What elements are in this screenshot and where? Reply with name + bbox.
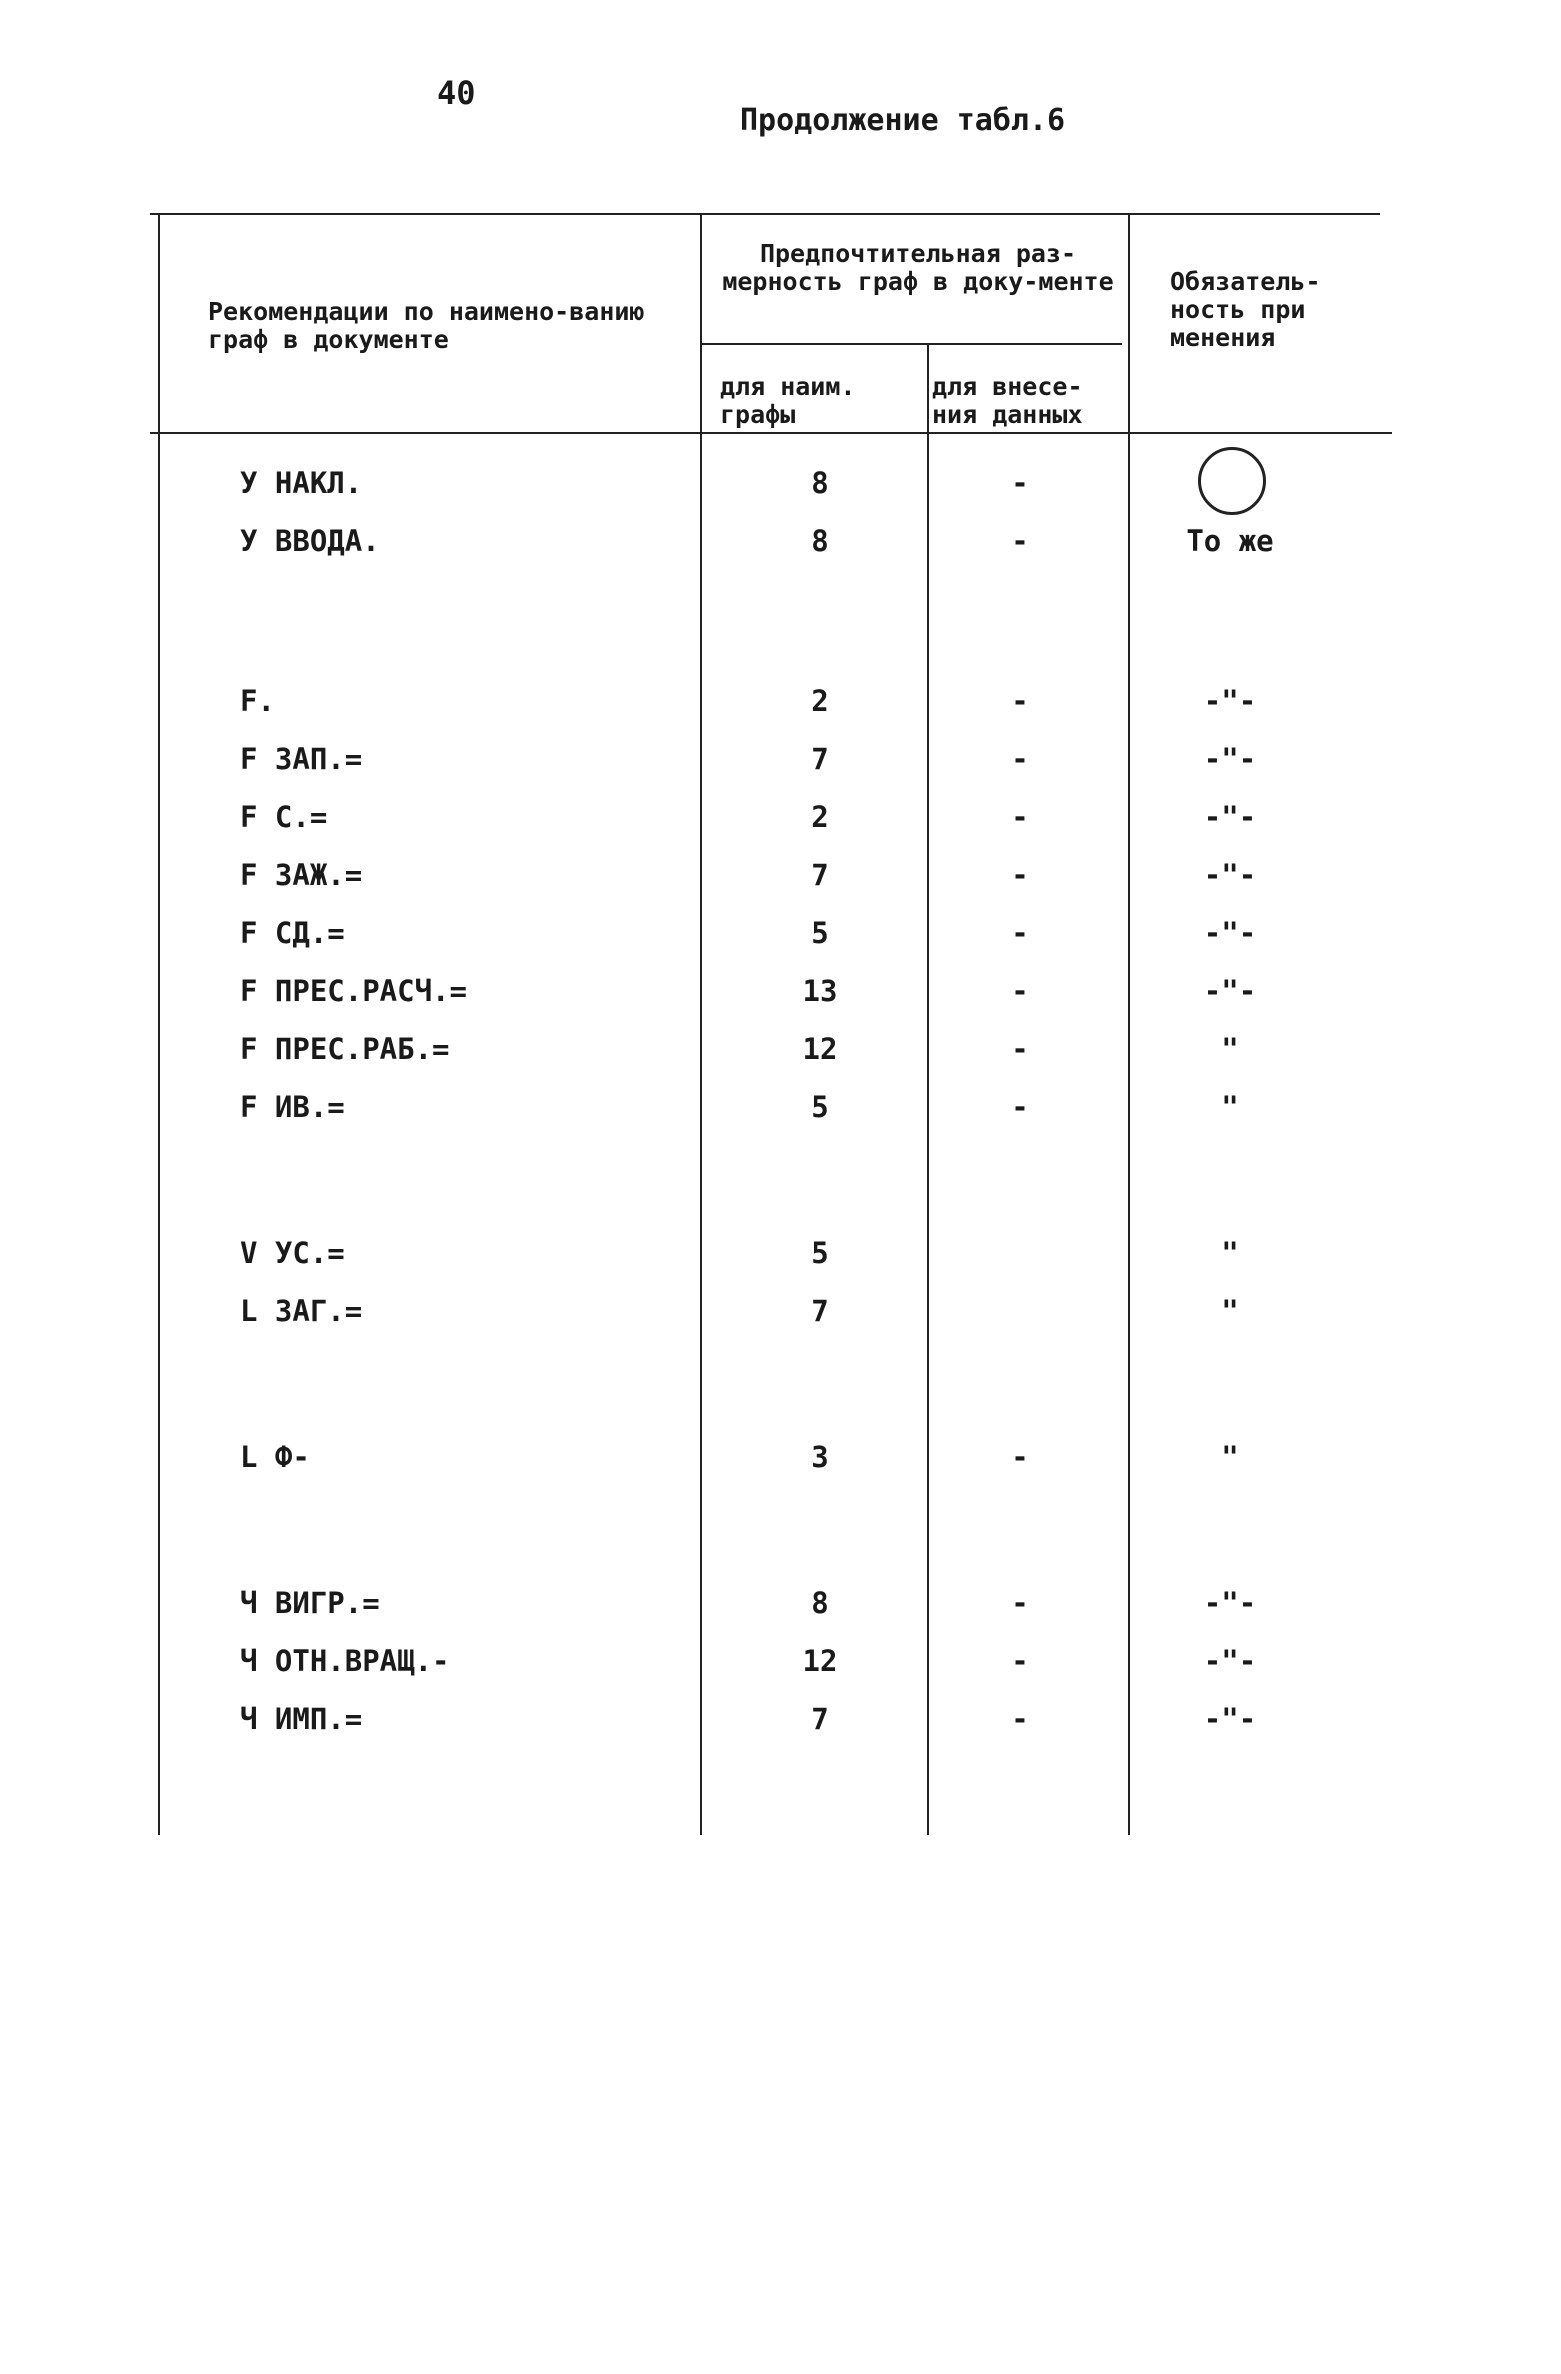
row-name: У ВВОДА. <box>240 524 380 558</box>
row-data-size: - <box>1011 1032 1029 1066</box>
table-top-rule <box>150 213 1380 215</box>
row-obligatory: -"- <box>1203 684 1257 718</box>
row-name-size: 12 <box>802 1644 838 1678</box>
page-number: 40 <box>437 74 476 112</box>
row-name-size: 3 <box>811 1440 829 1474</box>
row-name: F ПРЕС.РАБ.= <box>240 1032 450 1066</box>
row-name: F. <box>240 684 275 718</box>
row-name-size: 7 <box>811 858 829 892</box>
column-rule-1 <box>700 213 702 1835</box>
row-data-size: - <box>1011 800 1029 834</box>
row-obligatory: " <box>1221 1236 1239 1270</box>
row-obligatory: " <box>1221 1294 1239 1328</box>
row-obligatory: То же <box>1186 524 1274 558</box>
row-name: У НАКЛ. <box>240 466 363 500</box>
row-name-size: 5 <box>811 1236 829 1270</box>
row-data-size: - <box>1011 974 1029 1008</box>
row-name: F ЗАП.= <box>240 742 363 776</box>
row-obligatory: -"- <box>1203 858 1257 892</box>
header-recommendations: Рекомендации по наимено-ванию граф в документе <box>208 297 645 354</box>
row-data-size: - <box>1011 1702 1029 1736</box>
row-name: F СД.= <box>240 916 345 950</box>
row-name: F ПРЕС.РАСЧ.= <box>240 974 467 1008</box>
header-for-data: для внесе-ния данных <box>932 372 1083 429</box>
row-name: Ч ОТН.ВРАЩ.- <box>240 1644 450 1678</box>
row-data-size: - <box>1011 524 1029 558</box>
header-preferred-dimension: Предпочтительная раз-мерность граф в доку-менте <box>722 239 1114 296</box>
row-data-size: - <box>1011 1440 1029 1474</box>
row-name-size: 7 <box>811 1294 829 1328</box>
row-obligatory: -"- <box>1203 742 1257 776</box>
row-obligatory: -"- <box>1203 974 1257 1008</box>
row-name-size: 8 <box>811 1586 829 1620</box>
row-data-size: - <box>1011 742 1029 776</box>
row-name-size: 2 <box>811 684 829 718</box>
row-data-size: - <box>1011 684 1029 718</box>
row-data-size: - <box>1011 1644 1029 1678</box>
row-name-size: 8 <box>811 466 829 500</box>
table-left-rule <box>158 213 160 1835</box>
row-name: L Ф- <box>240 1440 310 1474</box>
row-data-size: - <box>1011 916 1029 950</box>
row-data-size: - <box>1011 466 1029 500</box>
row-data-size: - <box>1011 858 1029 892</box>
row-name: L ЗАГ.= <box>240 1294 363 1328</box>
row-obligatory: -"- <box>1203 1586 1257 1620</box>
row-name-size: 13 <box>802 974 838 1008</box>
row-name-size: 7 <box>811 1702 829 1736</box>
row-obligatory: -"- <box>1203 1702 1257 1736</box>
row-name-size: 5 <box>811 916 829 950</box>
row-obligatory: " <box>1221 1440 1239 1474</box>
header-obligatory: Обязатель-ность при менения <box>1170 267 1321 352</box>
header-for-name: для наим. графы <box>720 372 856 429</box>
row-name: F ИВ.= <box>240 1090 345 1124</box>
row-obligatory: -"- <box>1203 1644 1257 1678</box>
row-name-size: 2 <box>811 800 829 834</box>
row-name-size: 8 <box>811 524 829 558</box>
row-name: V УС.= <box>240 1236 345 1270</box>
row-obligatory: " <box>1221 1090 1239 1124</box>
circle-mark-icon <box>1198 447 1266 515</box>
row-name-size: 7 <box>811 742 829 776</box>
row-obligatory: " <box>1221 1032 1239 1066</box>
row-name-size: 5 <box>811 1090 829 1124</box>
header-sub-rule <box>700 343 1122 345</box>
column-rule-3 <box>1128 213 1130 1835</box>
row-obligatory: -"- <box>1203 800 1257 834</box>
row-name: F С.= <box>240 800 328 834</box>
row-name-size: 12 <box>802 1032 838 1066</box>
row-obligatory: -"- <box>1203 916 1257 950</box>
row-name: F ЗАЖ.= <box>240 858 363 892</box>
row-data-size: - <box>1011 1586 1029 1620</box>
row-data-size: - <box>1011 1090 1029 1124</box>
header-bottom-rule <box>150 432 1392 434</box>
row-name: Ч ИМП.= <box>240 1702 363 1736</box>
row-name: Ч ВИГР.= <box>240 1586 380 1620</box>
table-continuation-caption: Продолжение табл.6 <box>740 103 1066 138</box>
column-rule-2 <box>927 343 929 1835</box>
